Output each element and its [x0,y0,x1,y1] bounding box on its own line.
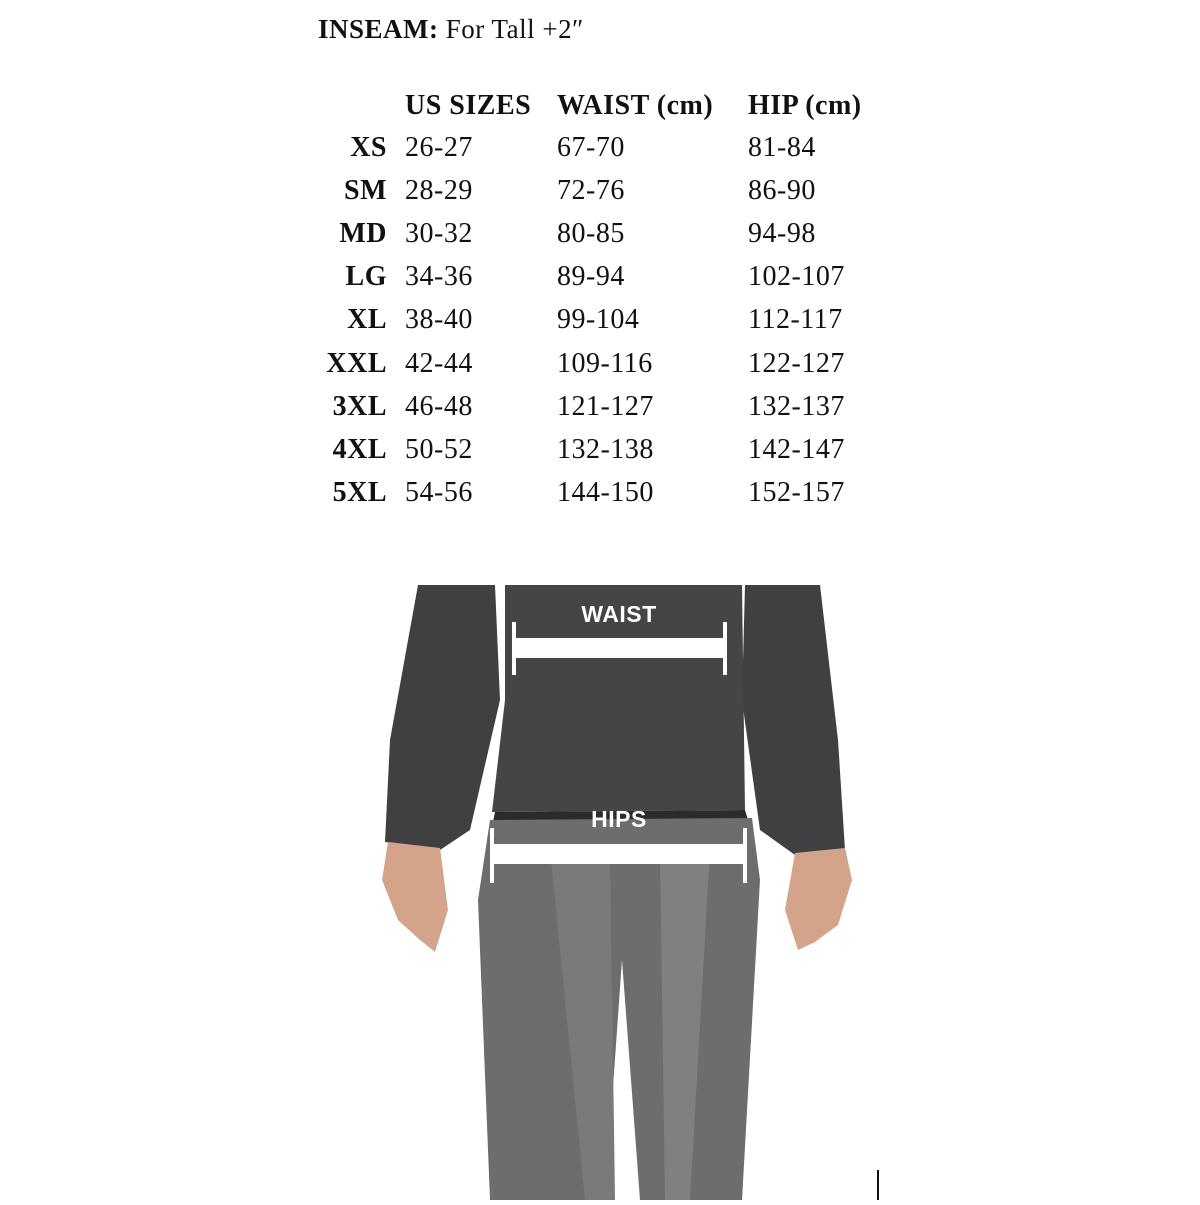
waist-value: 72-76 [557,175,625,207]
waist-value: 80-85 [557,218,625,250]
legs-pants [478,818,760,1200]
us-size-value: 28-29 [405,175,473,207]
table-row [325,218,895,258]
table-row [325,132,895,172]
hip-value: 112-117 [748,304,843,336]
hip-value: 152-157 [748,476,845,508]
us-size-value: 42-44 [405,347,473,379]
left-hand [382,842,448,952]
measurement-figure [0,580,1200,1200]
hip-value: 86-90 [748,175,816,207]
waist-value: 109-116 [557,347,653,379]
hip-value: 102-107 [748,261,845,293]
size-label: XXL [326,347,387,379]
table-row [325,304,895,344]
us-size-value: 30-32 [405,218,473,250]
right-hand [785,848,852,950]
size-label: MD [339,218,387,250]
hips-label: HIPS [591,806,647,832]
hip-value: 81-84 [748,132,816,163]
hip-value: 94-98 [748,218,816,250]
hip-value: 122-127 [748,347,845,379]
us-size-value: 38-40 [405,304,473,336]
size-label: SM [344,175,387,207]
waist-value: 89-94 [557,261,625,293]
size-label: 5XL [332,476,387,508]
us-size-value: 26-27 [405,132,473,163]
us-size-value: 34-36 [405,261,473,293]
waist-value: 121-127 [557,390,654,422]
inseam-note [318,14,584,45]
hip-value: 132-137 [748,390,845,422]
inseam-label: INSEAM: [318,14,439,44]
left-arm [385,585,500,850]
header-us-sizes: US SIZES [405,90,532,121]
waist-value: 132-138 [557,433,654,465]
table-row [325,477,895,517]
waist-value: 99-104 [557,304,640,336]
table-row [325,434,895,474]
table-row [325,391,895,431]
size-label: 3XL [332,390,387,422]
size-label: XL [347,304,387,336]
table-row [325,261,895,301]
header-hip: HIP (cm) [748,90,862,121]
size-label: XS [350,132,387,163]
size-label: 4XL [332,433,387,465]
waist-value: 144-150 [557,476,654,508]
hip-value: 142-147 [748,433,845,465]
header-waist: WAIST (cm) [557,90,714,121]
table-header-row [325,90,895,130]
right-arm [742,585,845,855]
us-size-value: 54-56 [405,476,473,508]
us-size-value: 50-52 [405,433,473,465]
waist-value: 67-70 [557,132,625,163]
model-illustration [0,580,1200,1200]
size-label: LG [345,261,387,293]
table-row [325,348,895,388]
inseam-tall-note: For Tall +2″ [445,14,584,44]
waist-label: WAIST [581,601,657,627]
us-size-value: 46-48 [405,390,473,422]
table-row [325,175,895,215]
